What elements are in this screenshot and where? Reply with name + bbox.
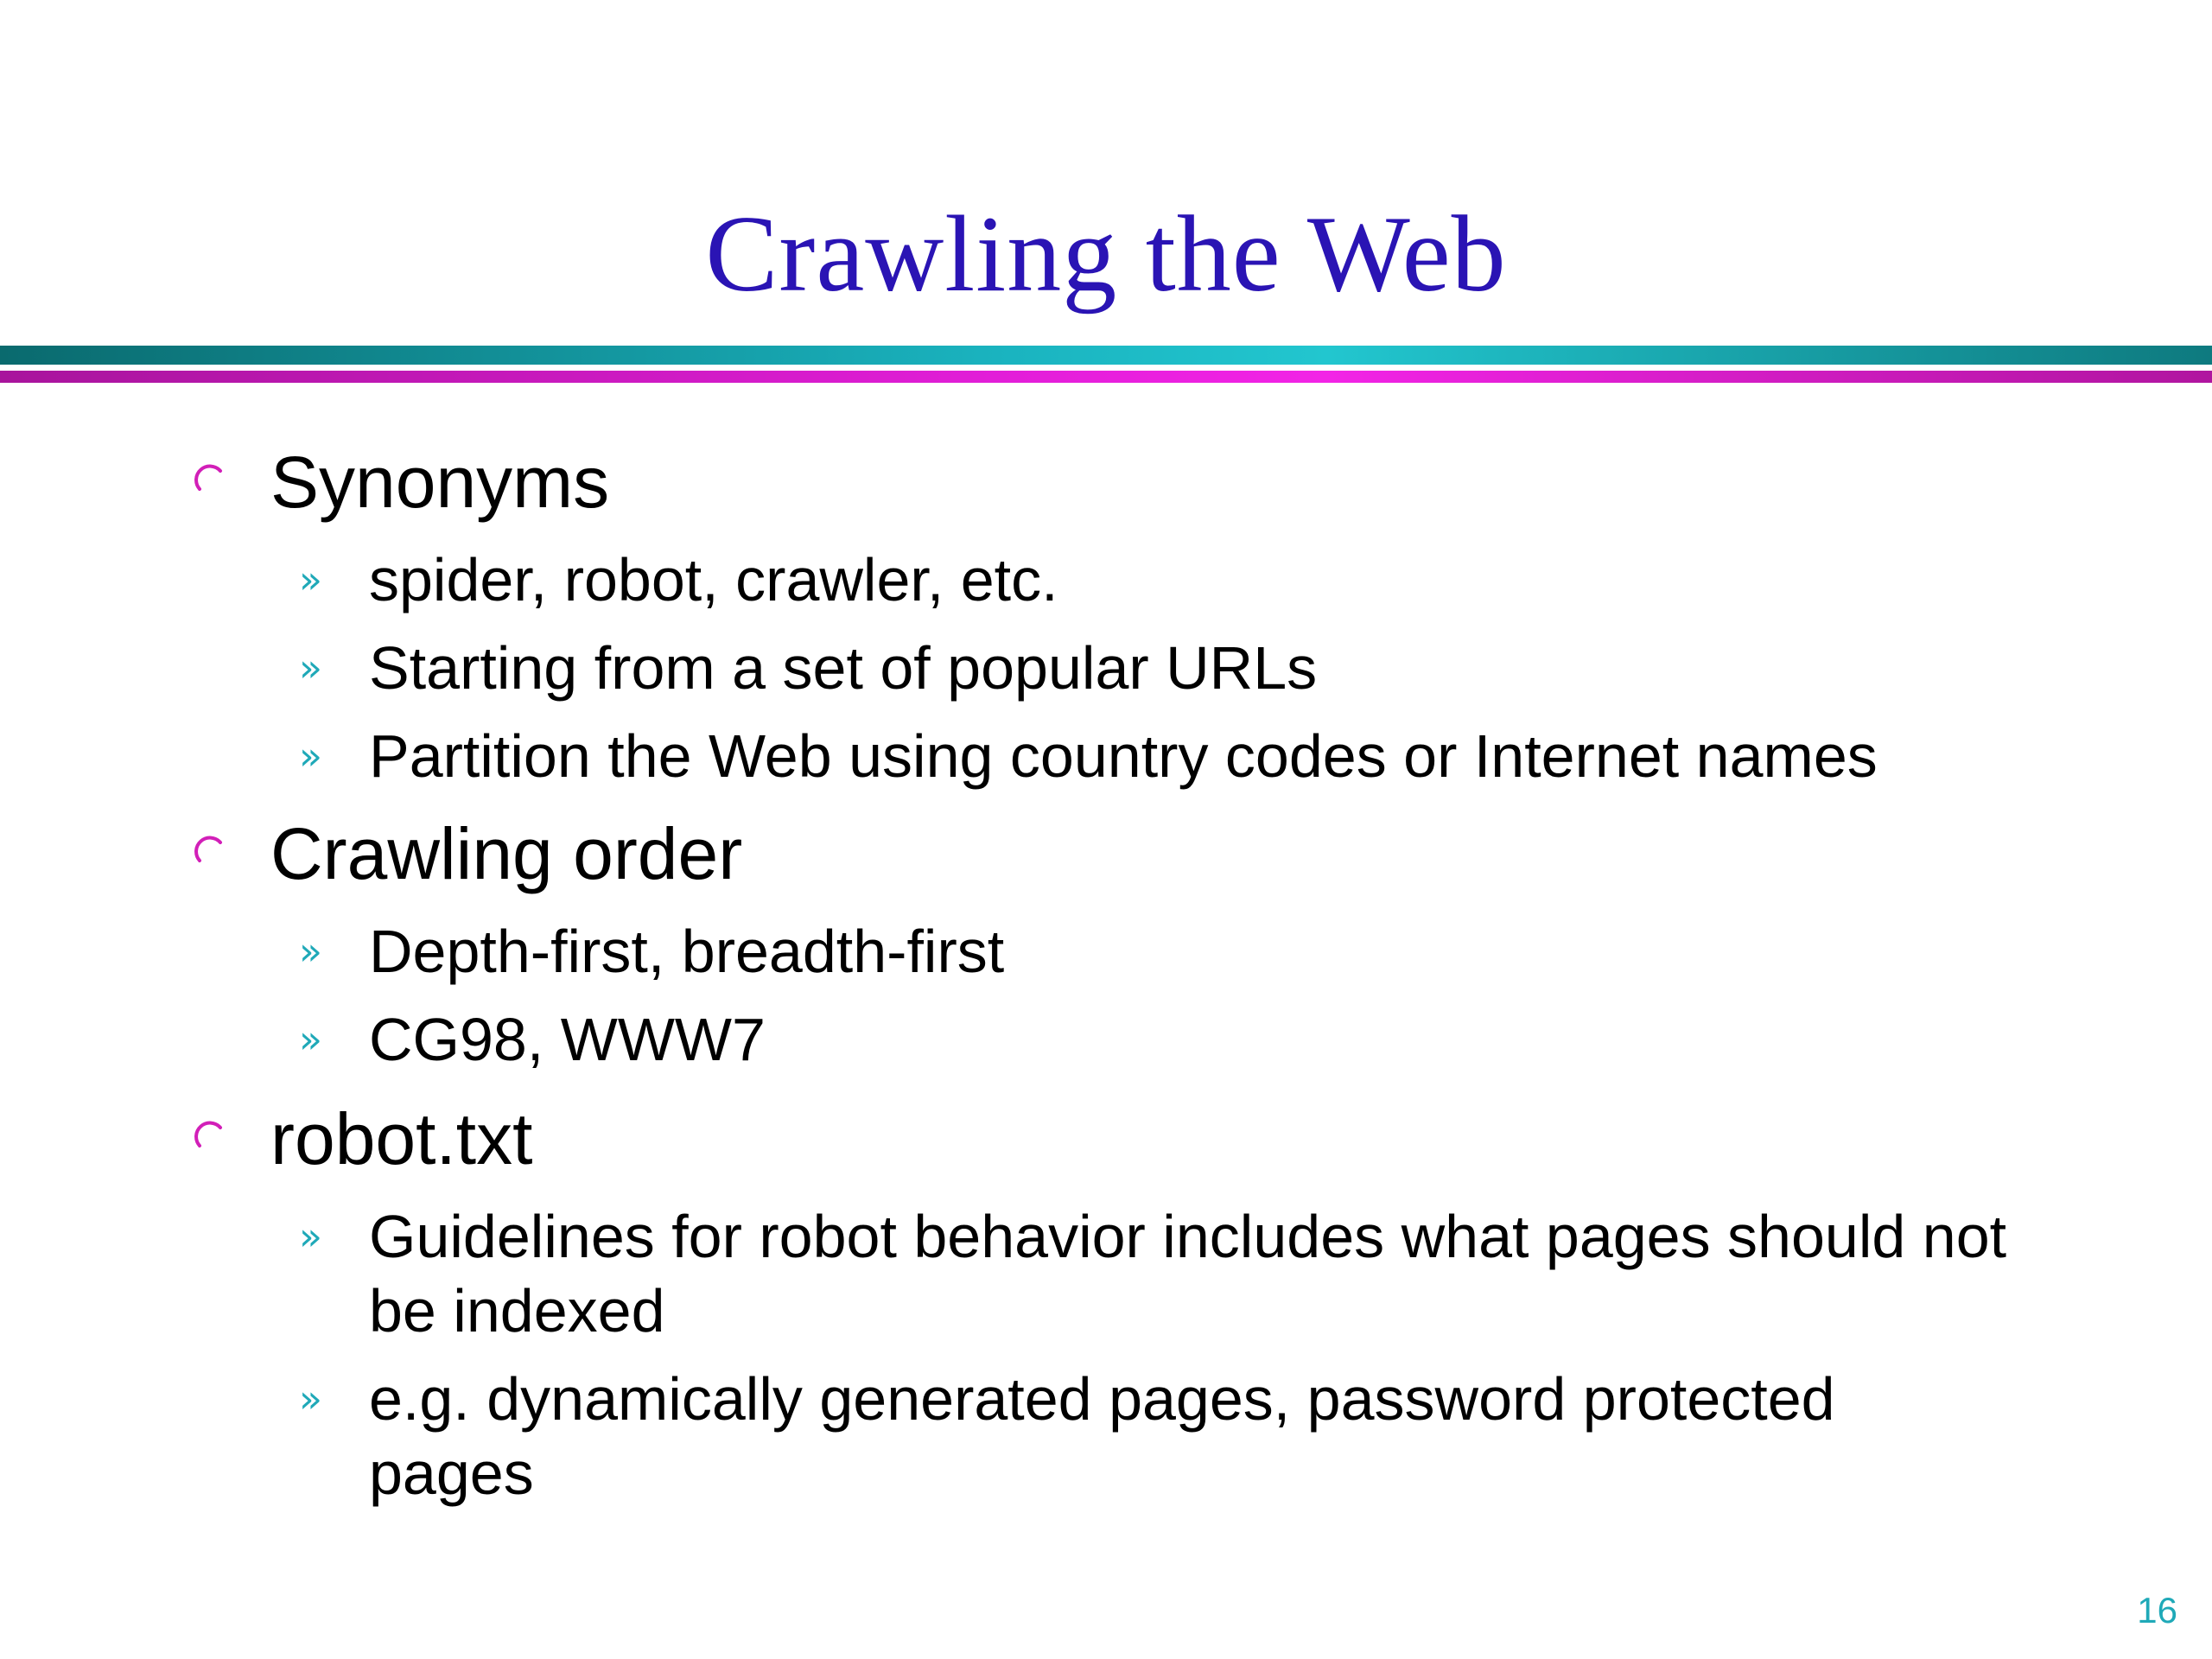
list-item: Partition the Web using country codes or Internet names [369, 722, 1878, 790]
chevron-bullet-icon: » [299, 646, 322, 690]
list-item: spider, robot, crawler, etc. [369, 546, 1058, 613]
chevron-bullet-icon: » [299, 558, 322, 602]
section-heading: Synonyms [270, 442, 610, 523]
chevron-bullet-icon: » [299, 734, 322, 779]
list-item: Starting from a set of popular URLs [369, 634, 1318, 702]
list-item: e.g. dynamically generated pages, password protected pages [369, 1365, 1835, 1507]
arc-bullet-icon [194, 463, 226, 494]
page-number: 16 [2137, 1590, 2177, 1630]
slide-title: Crawling the Web [705, 194, 1507, 315]
list-item: Depth-first, breadth-first [369, 918, 1005, 985]
arc-bullet-icon [194, 835, 226, 866]
arc-bullet-icon [194, 1120, 226, 1151]
list-item: CG98, WWW7 [369, 1006, 766, 1073]
section-heading: robot.txt [270, 1098, 533, 1179]
chevron-bullet-icon: » [299, 930, 322, 974]
chevron-bullet-icon: » [299, 1018, 322, 1062]
chevron-bullet-icon: » [299, 1215, 322, 1259]
list-item: Guidelines for robot behavior includes what pages should not be indexed [369, 1203, 2007, 1344]
chevron-bullet-icon: » [299, 1377, 322, 1421]
section-heading: Crawling order [270, 813, 743, 894]
